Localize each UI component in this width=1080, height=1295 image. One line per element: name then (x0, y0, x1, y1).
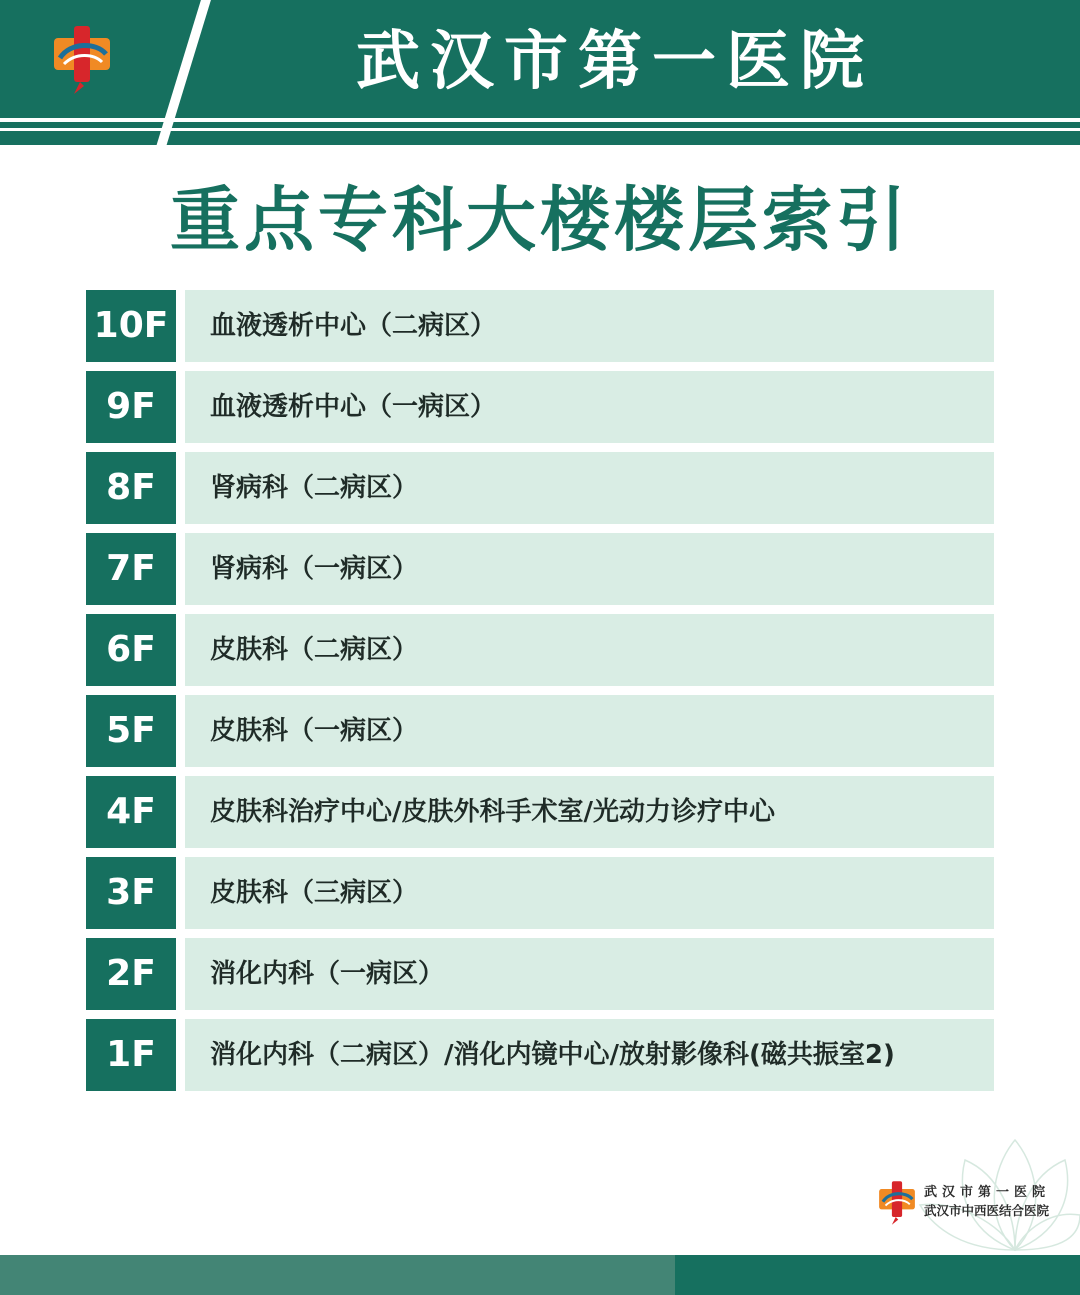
floor-description: 消化内科（一病区） (185, 938, 994, 1010)
floor-label: 7F (86, 533, 176, 605)
floor-description: 皮肤科（一病区） (185, 695, 994, 767)
floor-label: 5F (86, 695, 176, 767)
floor-label: 8F (86, 452, 176, 524)
header-stripe (0, 118, 1080, 122)
floor-row (86, 1019, 994, 1091)
hospital-name: 武汉市第一医院 (356, 25, 874, 99)
hospital-logo-icon (876, 1180, 918, 1226)
footer-line-2: 武汉市中西医结合医院 (924, 1203, 1050, 1218)
floor-description: 肾病科（一病区） (185, 533, 994, 605)
floor-row (86, 614, 994, 686)
floor-list (86, 290, 994, 1100)
footer-line-1: 武汉市第一医院 (924, 1185, 1051, 1200)
header-banner (0, 0, 1080, 145)
floor-row (86, 290, 994, 362)
floor-row (86, 857, 994, 929)
floor-label: 10F (86, 290, 176, 362)
floor-row (86, 695, 994, 767)
floor-description: 皮肤科（二病区） (185, 614, 994, 686)
floor-row (86, 776, 994, 848)
floor-description: 皮肤科治疗中心/皮肤外科手术室/光动力诊疗中心 (185, 776, 994, 848)
floor-label: 1F (86, 1019, 176, 1091)
header-slash (149, 0, 217, 145)
floor-row (86, 533, 994, 605)
floor-label: 4F (86, 776, 176, 848)
floor-label: 9F (86, 371, 176, 443)
floor-description: 血液透析中心（二病区） (185, 290, 994, 362)
floor-row (86, 452, 994, 524)
floor-row (86, 371, 994, 443)
floor-description: 消化内科（二病区）/消化内镜中心/放射影像科(磁共振室2) (185, 1019, 994, 1091)
footer-hospital-name (924, 1184, 1074, 1220)
page-title: 重点专科大楼楼层索引 (170, 179, 910, 261)
floor-description: 血液透析中心（一病区） (185, 371, 994, 443)
floor-description: 肾病科（二病区） (185, 452, 994, 524)
hospital-logo-icon (50, 24, 114, 96)
bottom-bar-left (0, 1255, 675, 1295)
floor-label: 3F (86, 857, 176, 929)
floor-label: 6F (86, 614, 176, 686)
floor-row (86, 938, 994, 1010)
floor-description: 皮肤科（三病区） (185, 857, 994, 929)
bottom-bar-right (675, 1255, 1080, 1295)
floor-label: 2F (86, 938, 176, 1010)
